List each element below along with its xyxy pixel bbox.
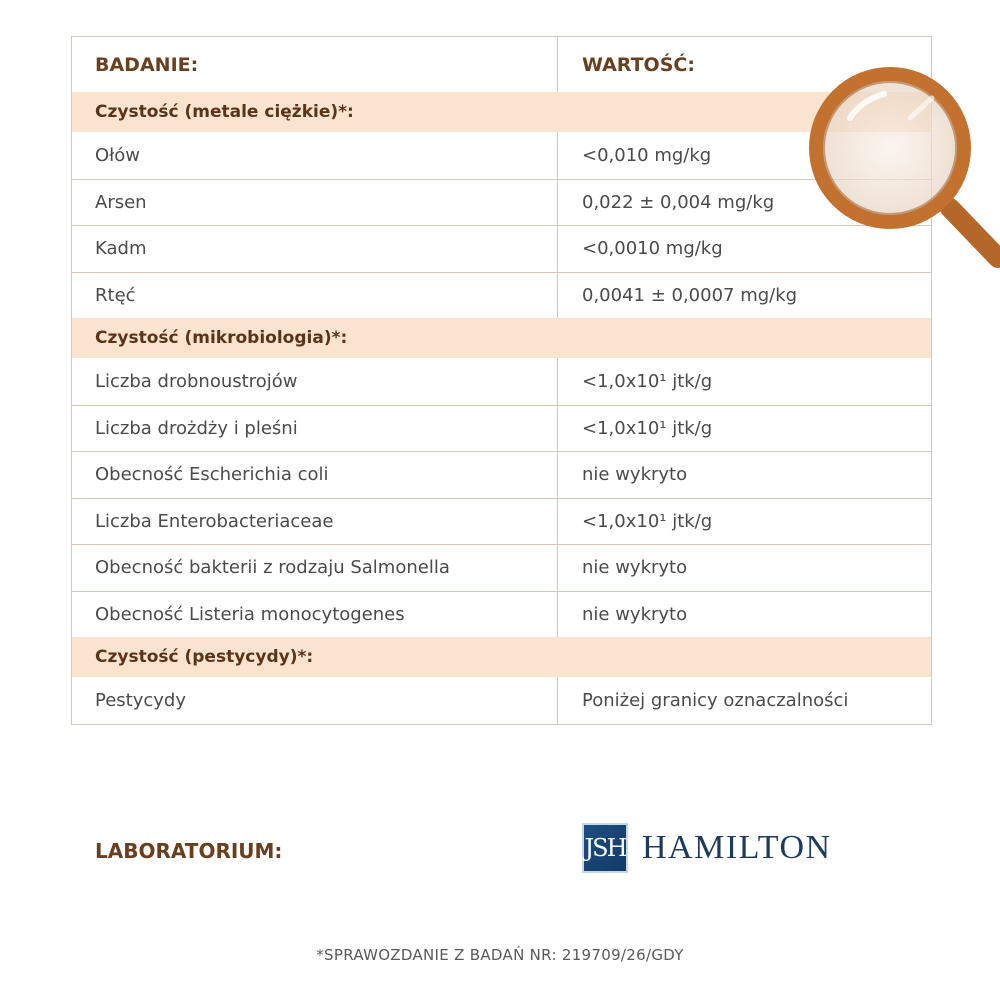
table-header-row — [72, 37, 931, 92]
table-row — [72, 591, 931, 638]
test-name: Liczba drożdży i pleśni — [72, 406, 558, 452]
test-value: nie wykryto — [582, 464, 688, 486]
section-title: Czystość (metale ciężkie)*: — [95, 102, 354, 122]
column-header-value: WARTOŚĆ: — [582, 53, 695, 76]
table-row — [72, 358, 931, 405]
test-name: Obecność bakterii z rodzaju Salmonella — [72, 545, 558, 591]
test-value: nie wykryto — [582, 557, 688, 579]
section-heading-microbiology — [72, 318, 931, 358]
table-row — [72, 405, 931, 452]
test-value: <1,0x10¹ jtk/g — [582, 370, 713, 392]
table-row — [72, 544, 931, 591]
test-value: <0,010 mg/kg — [582, 144, 712, 166]
section-title: Czystość (mikrobiologia)*: — [95, 328, 348, 348]
section-heading-heavy-metals — [72, 92, 931, 132]
section-title: Czystość (pestycydy)*: — [95, 647, 314, 667]
logo-mark: JSH — [582, 823, 628, 873]
test-value: <1,0x10¹ jtk/g — [582, 510, 713, 532]
laboratory-label: LABORATORIUM: — [95, 839, 283, 863]
test-name: Arsen — [72, 180, 558, 226]
test-value: <1,0x10¹ jtk/g — [582, 417, 713, 439]
test-value: 0,022 ± 0,004 mg/kg — [582, 191, 775, 213]
table-row — [72, 132, 931, 179]
report-footnote: *SPRAWOZDANIE Z BADAŃ NR: 219709/26/GDY — [316, 946, 684, 964]
test-value: nie wykryto — [582, 603, 688, 625]
table-row — [72, 225, 931, 272]
hamilton-logo — [582, 823, 832, 873]
column-header-test: BADANIE: — [72, 37, 558, 92]
logo-name: HAMILTON — [642, 829, 832, 866]
test-value: Poniżej granicy oznaczalności — [582, 689, 849, 711]
results-table — [71, 36, 932, 725]
test-name: Kadm — [72, 226, 558, 272]
test-name: Obecność Escherichia coli — [72, 452, 558, 498]
test-value: <0,0010 mg/kg — [582, 238, 723, 260]
test-name: Pestycydy — [72, 677, 558, 724]
table-row — [72, 272, 931, 319]
table-row — [72, 179, 931, 226]
test-name: Ołów — [72, 132, 558, 179]
section-heading-pesticides — [72, 637, 931, 677]
table-row — [72, 451, 931, 498]
test-name: Obecność Listeria monocytogenes — [72, 592, 558, 638]
test-value: 0,0041 ± 0,0007 mg/kg — [582, 284, 798, 306]
table-row — [72, 677, 931, 724]
test-name: Liczba Enterobacteriaceae — [72, 499, 558, 545]
test-name: Liczba drobnoustrojów — [72, 358, 558, 405]
table-row — [72, 498, 931, 545]
test-name: Rtęć — [72, 273, 558, 319]
